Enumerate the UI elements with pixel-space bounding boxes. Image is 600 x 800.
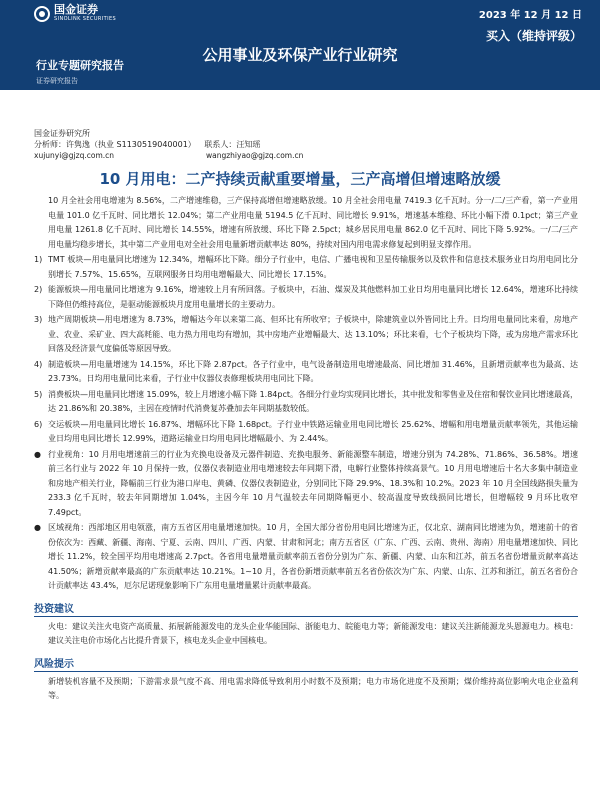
paragraph-text: 制造板块—用电量增速为 14.15%，环比下降 2.87pct。各子行业中，电气设备制造用电增速最高、同比增加 31.46%，且新增贡献率也为最高、达 23.73%。日均用电量同比来看，子行业中仪器仪表修理板块用电同比下降。	[48, 359, 578, 383]
contact-name: 联系人：汪知瑶	[204, 140, 261, 149]
logo-icon	[34, 6, 50, 22]
analyst-email[interactable]: xujunyi@gjzq.com.cn	[34, 151, 115, 160]
paragraph-text: TMT 板块—用电量同比增速为 12.34%，增幅环比下降。细分子行业中，电信、广播电视和卫星传输服务以及软件和信息技术服务业日均用电同比分别增长 7.57%、15.65%，互联网服务日均用电增幅最大、同比增长 17.15%。	[48, 255, 578, 279]
logo-text-en: SINOLINK SECURITIES	[54, 16, 117, 22]
paragraph-marker: 1)	[34, 255, 43, 264]
paragraph-transport	[34, 418, 578, 447]
bullet-marker: ●	[34, 449, 41, 459]
investment-paragraph	[34, 620, 578, 649]
header-banner	[0, 0, 600, 90]
paragraph-text: 区域视角：西部地区用电领涨，南方五省区用电量增速加快。10 月，全国大部分省份用电同比增速为正，仅北京、湖南同比增速为负，增速前十的省份依次为：西藏、新疆、海南、宁夏、云南、四川、广西、内蒙、甘肃和河北；南方五省区（广东、广西、云南、贵州、海南）用电量增速加快、同比增长 11.2%，较全国平均用电增速高 2.7pct。各省用电量增量贡献率前五省份分别为广东、新疆、内蒙、山东和江苏，前五名省份增量贡献率高达 41.50%；新增贡献率最高的广东贡献率达 10.21%。1~10 月，各省份新增贡献率前五名省份依次为广东、内蒙、山东、江苏和浙江，前五名省份合计贡献率达 43.4%，厄尔尼诺现象影响下广东用电量增量累计贡献率最高。	[48, 523, 578, 590]
risk-paragraph	[34, 675, 578, 704]
paragraph-summary	[34, 194, 578, 252]
paragraph-industry-view	[34, 448, 578, 521]
paragraph-text: 10 月全社会用电增速为 8.56%，二产增速维稳，三产保持高增但增速略放缓。10 月全社会用电量 7419.3 亿千瓦时。分一/二/三产看，第一产业用电量 101.0 亿千瓦时、同比增长 12.04%；第二产业用电量 5194.5 亿千瓦时、同比增长 9.91%，增速基本维稳、环比小幅下滑 0.1pct；第三产业用电量 1261.8 亿千瓦时、同比增长 14.55%，增速有所放缓、环比下降 2.5pct；城乡居民用电量 862.0 亿千瓦时、同比下降 5.92%。一/二/三产用电量均稳步增长，其中第二产业用电对全社会用电量新增贡献率达 80%，持续对国内用电需求修复起到明显支撑作用。	[48, 196, 578, 249]
paragraph-marker: 4)	[34, 359, 43, 369]
rating-badge: 买入（维持评级）	[485, 29, 582, 43]
logo-text-cn: 国金证券	[54, 3, 98, 16]
contact-email[interactable]: wangzhiyao@gjzq.com.cn	[206, 151, 304, 160]
report-type: 行业专题研究报告	[36, 59, 124, 72]
report-title: 10 月用电：二产持续贡献重要增量，三产高增但增速略放缓	[99, 170, 501, 188]
paragraph-text: 地产周期板块—用电增速为 8.73%，增幅达今年以来第二高、但环比有所收窄；子板块中，除建筑业以外皆同比上升。日均用电量同比来看，房地产业、农业、采矿业、四大高耗能、电力热力用电均有增加，其中房地产业增幅最大、达 13.10%；环比来看，七个子板块均下降，或为房地产需求环比回落及经济景气度偏低等原因导致。	[48, 315, 578, 353]
paragraph-property	[34, 313, 578, 357]
investment-heading: 投资建议	[34, 600, 578, 617]
research-firm: 国金证券研究所	[34, 129, 90, 138]
paragraph-text: 火电：建议关注火电资产高质量、拓展新能源发电的龙头企业华能国际、浙能电力、皖能电力等；新能源发电：建议关注新能源龙头恩源电力。核电：建议关注电价市场化占比提升背景下，核电龙头企业中国核电。	[48, 621, 578, 645]
paragraph-region-view	[34, 521, 578, 594]
report-body	[34, 194, 578, 705]
analyst-name: 分析师：许隽逸（执业 S1130519040001）	[34, 140, 196, 149]
paragraph-marker: 6)	[34, 419, 43, 429]
paragraph-text: 交运板块—用电量同比增长 16.87%、增幅环比下降 1.68pct。子行业中铁路运输业用电同比增长 25.62%、增幅和用电增量贡献率领先，其他运输业日均用电同比增长 12.99%，道路运输业日均用电同比增幅最小、为 2.44%。	[48, 419, 578, 443]
industry-title: 公用事业及环保产业行业研究	[202, 46, 398, 64]
paragraph-text: 能源板块—用电量同比增速为 9.16%，增速较上月有所回落。子板块中，石油、煤炭及其他燃料加工业日均用电量同比增长 12.64%，增速环比持续下降但仍维持高位，是驱动能源板块月度用电量增长的主要动力。	[48, 285, 578, 309]
paragraph-text: 新增装机容量不及预期；下游需求景气度不高、用电需求降低导致利用小时数不及预期；电力市场化进度不及预期；煤价维持高位影响火电企业盈利等。	[48, 676, 578, 700]
paragraph-marker: 3)	[34, 315, 43, 324]
risk-heading: 风险提示	[34, 655, 578, 672]
paragraph-consumer	[34, 388, 578, 417]
bullet-marker: ●	[34, 523, 41, 532]
paragraph-manufacturing	[34, 358, 578, 387]
company-logo	[34, 4, 116, 23]
paragraph-text: 消费板块—用电量同比增速 15.09%，较上月增速小幅下降 1.84pct。各细分行业均实现同比增长，其中批发和零售业及住宿和餐饮业同比增速最高，达 21.86%和 20.38%，主因在疫情时代消费复苏叠加去年同期基数较低。	[48, 389, 579, 413]
paragraph-tmt	[34, 253, 578, 282]
analyst-row	[34, 139, 260, 150]
paragraph-energy	[34, 283, 578, 312]
report-subtype: 证券研究报告	[36, 77, 78, 85]
paragraph-text: 行业视角：10 月用电增速前三的行业为充换电设备及元器件制造、充换电服务、新能源整车制造，增速分别为 74.28%、71.86%、36.58%。增速前三名行业与 2022 年 10 月保持一致，仪器仪表制造业用电增速较去年同期下滑，电解行业整体持续高景气。10 月用电增速后十名大多集中制造业和房地产相关行业，降幅前三行业为港口岸电、黄磷、仪器仪表制造业，分别同比下降 29.9%、18.3%和 10.2%。2023 年 10 月全国线路损失量为 233.3 亿千瓦时，较去年同期增加 1.04%，主因今年 10 月气温较去年同期降幅更小、较高温度导致线损同比增长，但增幅较 9 月环比收窄 7.49pct。	[48, 449, 578, 517]
paragraph-marker: 5)	[34, 389, 43, 399]
report-date: 2023 年 12 月 12 日	[478, 10, 582, 21]
paragraph-marker: 2)	[34, 285, 43, 294]
